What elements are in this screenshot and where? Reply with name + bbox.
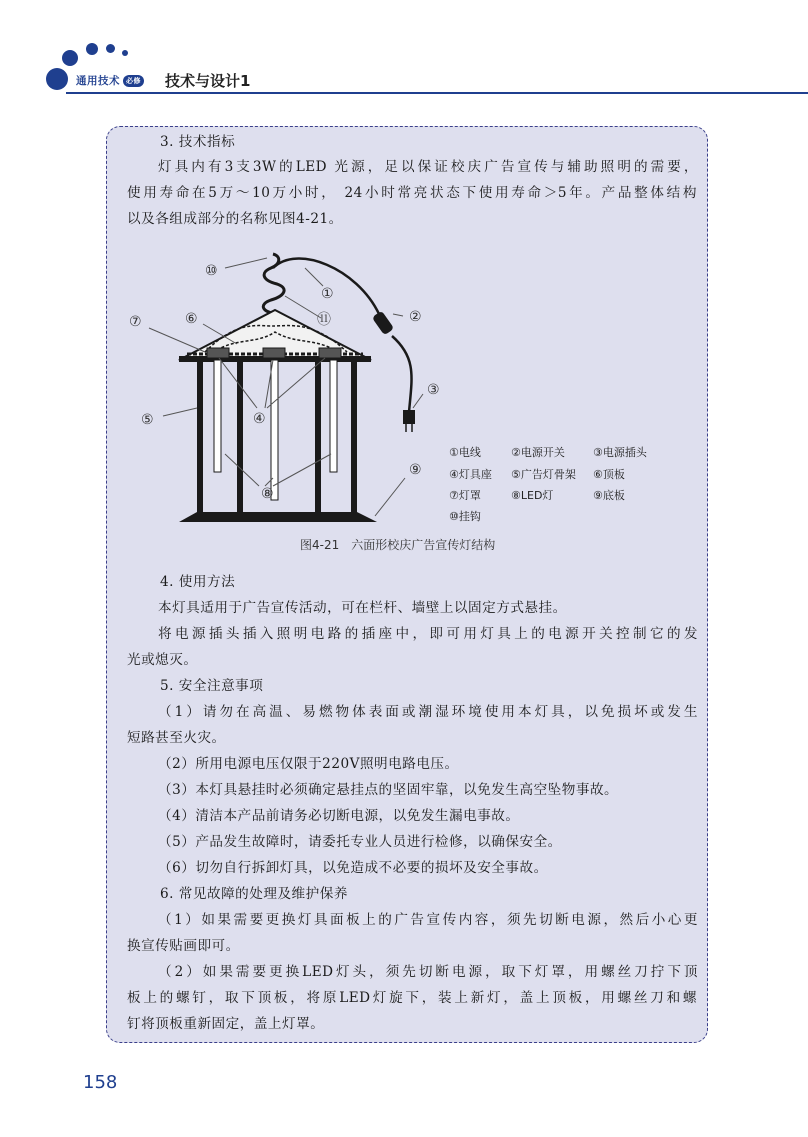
header-dot-small — [106, 44, 115, 53]
maintenance-line: 板上的螺钉，取下顶板，将原LED灯旋下，装上新灯，盖上顶板，用螺丝刀和螺 — [127, 990, 697, 1006]
header-badge — [76, 73, 144, 89]
safety-item: 短路甚至火灾。 — [127, 730, 226, 746]
legend-item: ⑩挂钩 — [449, 510, 481, 523]
section-3-heading: 3. 技术指标 — [160, 134, 236, 150]
section-6-heading: 6. 常见故障的处理及维护保养 — [160, 886, 348, 902]
paragraph-line: 本灯具适用于广告宣传活动，可在栏杆、墙壁上以固定方式悬挂。 — [158, 600, 567, 616]
legend-row-3 — [449, 487, 625, 503]
legend-row-4 — [449, 508, 481, 524]
lamp-holder-left — [207, 348, 229, 358]
header-dot-large — [62, 50, 78, 66]
paragraph-line: 使用寿命在5万～10万小时， 24小时常亮状态下使用寿命＞5年。产品整体结构 — [127, 185, 697, 201]
safety-item: （2）所用电源电压仅限于220V照明电路电压。 — [158, 756, 459, 772]
paragraph-line: 光或熄灭。 — [127, 652, 198, 668]
course-name: 通用技术 — [76, 75, 120, 87]
page-number: 158 — [83, 1072, 118, 1093]
led-tube-left — [214, 360, 221, 472]
callout-hook: ⑩ — [205, 263, 218, 279]
safety-item: （3）本灯具悬挂时必须确定悬挂点的坚固牢靠，以免发生高空坠物事故。 — [158, 782, 619, 798]
power-switch — [372, 311, 394, 336]
legend-row-1 — [449, 444, 647, 460]
paragraph-line: 灯具内有3支3W的LED 光源，足以保证校庆广告宣传与辅助照明的需要， — [158, 159, 698, 175]
header-dot-base — [46, 68, 68, 90]
maintenance-line: （2）如果需要更换LED灯头，须先切断电源，取下灯罩，用螺丝刀拧下顶 — [158, 964, 698, 980]
page-header — [0, 0, 808, 100]
safety-item: （1）请勿在高温、易燃物体表面或潮湿环境使用本灯具，以免损坏或发生 — [158, 704, 698, 720]
header-rule — [66, 92, 808, 94]
callout-top-plate: ⑥ — [185, 311, 198, 327]
maintenance-line: 钉将顶板重新固定，盖上灯罩。 — [127, 1016, 325, 1032]
legend-item: ①电线 — [449, 446, 481, 459]
power-plug — [403, 410, 415, 424]
legend-item: ⑧LED灯 — [511, 489, 554, 502]
lamp-holder-center — [263, 348, 285, 358]
figure-caption: 图4-21 六面形校庆广告宣传灯结构 — [300, 538, 496, 552]
callout-11: ⑪ — [317, 312, 331, 328]
safety-item: （6）切勿自行拆卸灯具，以免造成不必要的损坏及安全事故。 — [158, 860, 548, 876]
legend-item: ④灯具座 — [449, 468, 492, 481]
callout-holder: ④ — [253, 411, 266, 427]
callout-plug: ③ — [427, 382, 440, 398]
maintenance-line: 换宣传贴画即可。 — [127, 938, 240, 954]
book-title: 技术与设计1 — [165, 72, 251, 90]
callout-switch: ② — [409, 309, 422, 325]
lamp-structure-figure — [127, 248, 697, 558]
legend-item: ⑤广告灯骨架 — [511, 468, 576, 481]
callout-wire: ① — [321, 286, 334, 302]
safety-item: （4）清洁本产品前请务必切断电源，以免发生漏电事故。 — [158, 808, 520, 824]
legend-item: ③电源插头 — [593, 446, 647, 459]
paragraph-line: 将电源插头插入照明电路的插座中，即可用灯具上的电源开关控制它的发 — [158, 626, 698, 642]
maintenance-line: （1）如果需要更换灯具面板上的广告宣传内容，须先切断电源，然后小心更 — [158, 912, 698, 928]
legend-item: ②电源开关 — [511, 446, 565, 459]
callout-led: ⑧ — [261, 486, 274, 502]
header-dot-medium — [86, 43, 98, 55]
header-dot-tiny — [122, 50, 128, 56]
led-tube-right — [330, 360, 337, 472]
legend-row-2 — [449, 466, 625, 482]
lamp-diagram — [127, 248, 697, 558]
section-4-heading: 4. 使用方法 — [160, 574, 236, 590]
safety-item: （5）产品发生故障时，请委托专业人员进行检修，以确保安全。 — [158, 834, 562, 850]
legend-item: ⑥顶板 — [593, 468, 625, 481]
legend-item: ⑨底板 — [593, 489, 625, 502]
base-plate — [179, 512, 377, 522]
callout-lampshade: ⑦ — [129, 314, 142, 330]
required-tag: 必修 — [123, 75, 144, 87]
lamp-holder-right — [319, 348, 341, 358]
legend-item: ⑦灯罩 — [449, 489, 481, 502]
callout-base: ⑨ — [409, 462, 422, 478]
callout-frame: ⑤ — [141, 412, 154, 428]
section-5-heading: 5. 安全注意事项 — [160, 678, 264, 694]
paragraph-line: 以及各组成部分的名称见图4-21。 — [127, 211, 343, 227]
